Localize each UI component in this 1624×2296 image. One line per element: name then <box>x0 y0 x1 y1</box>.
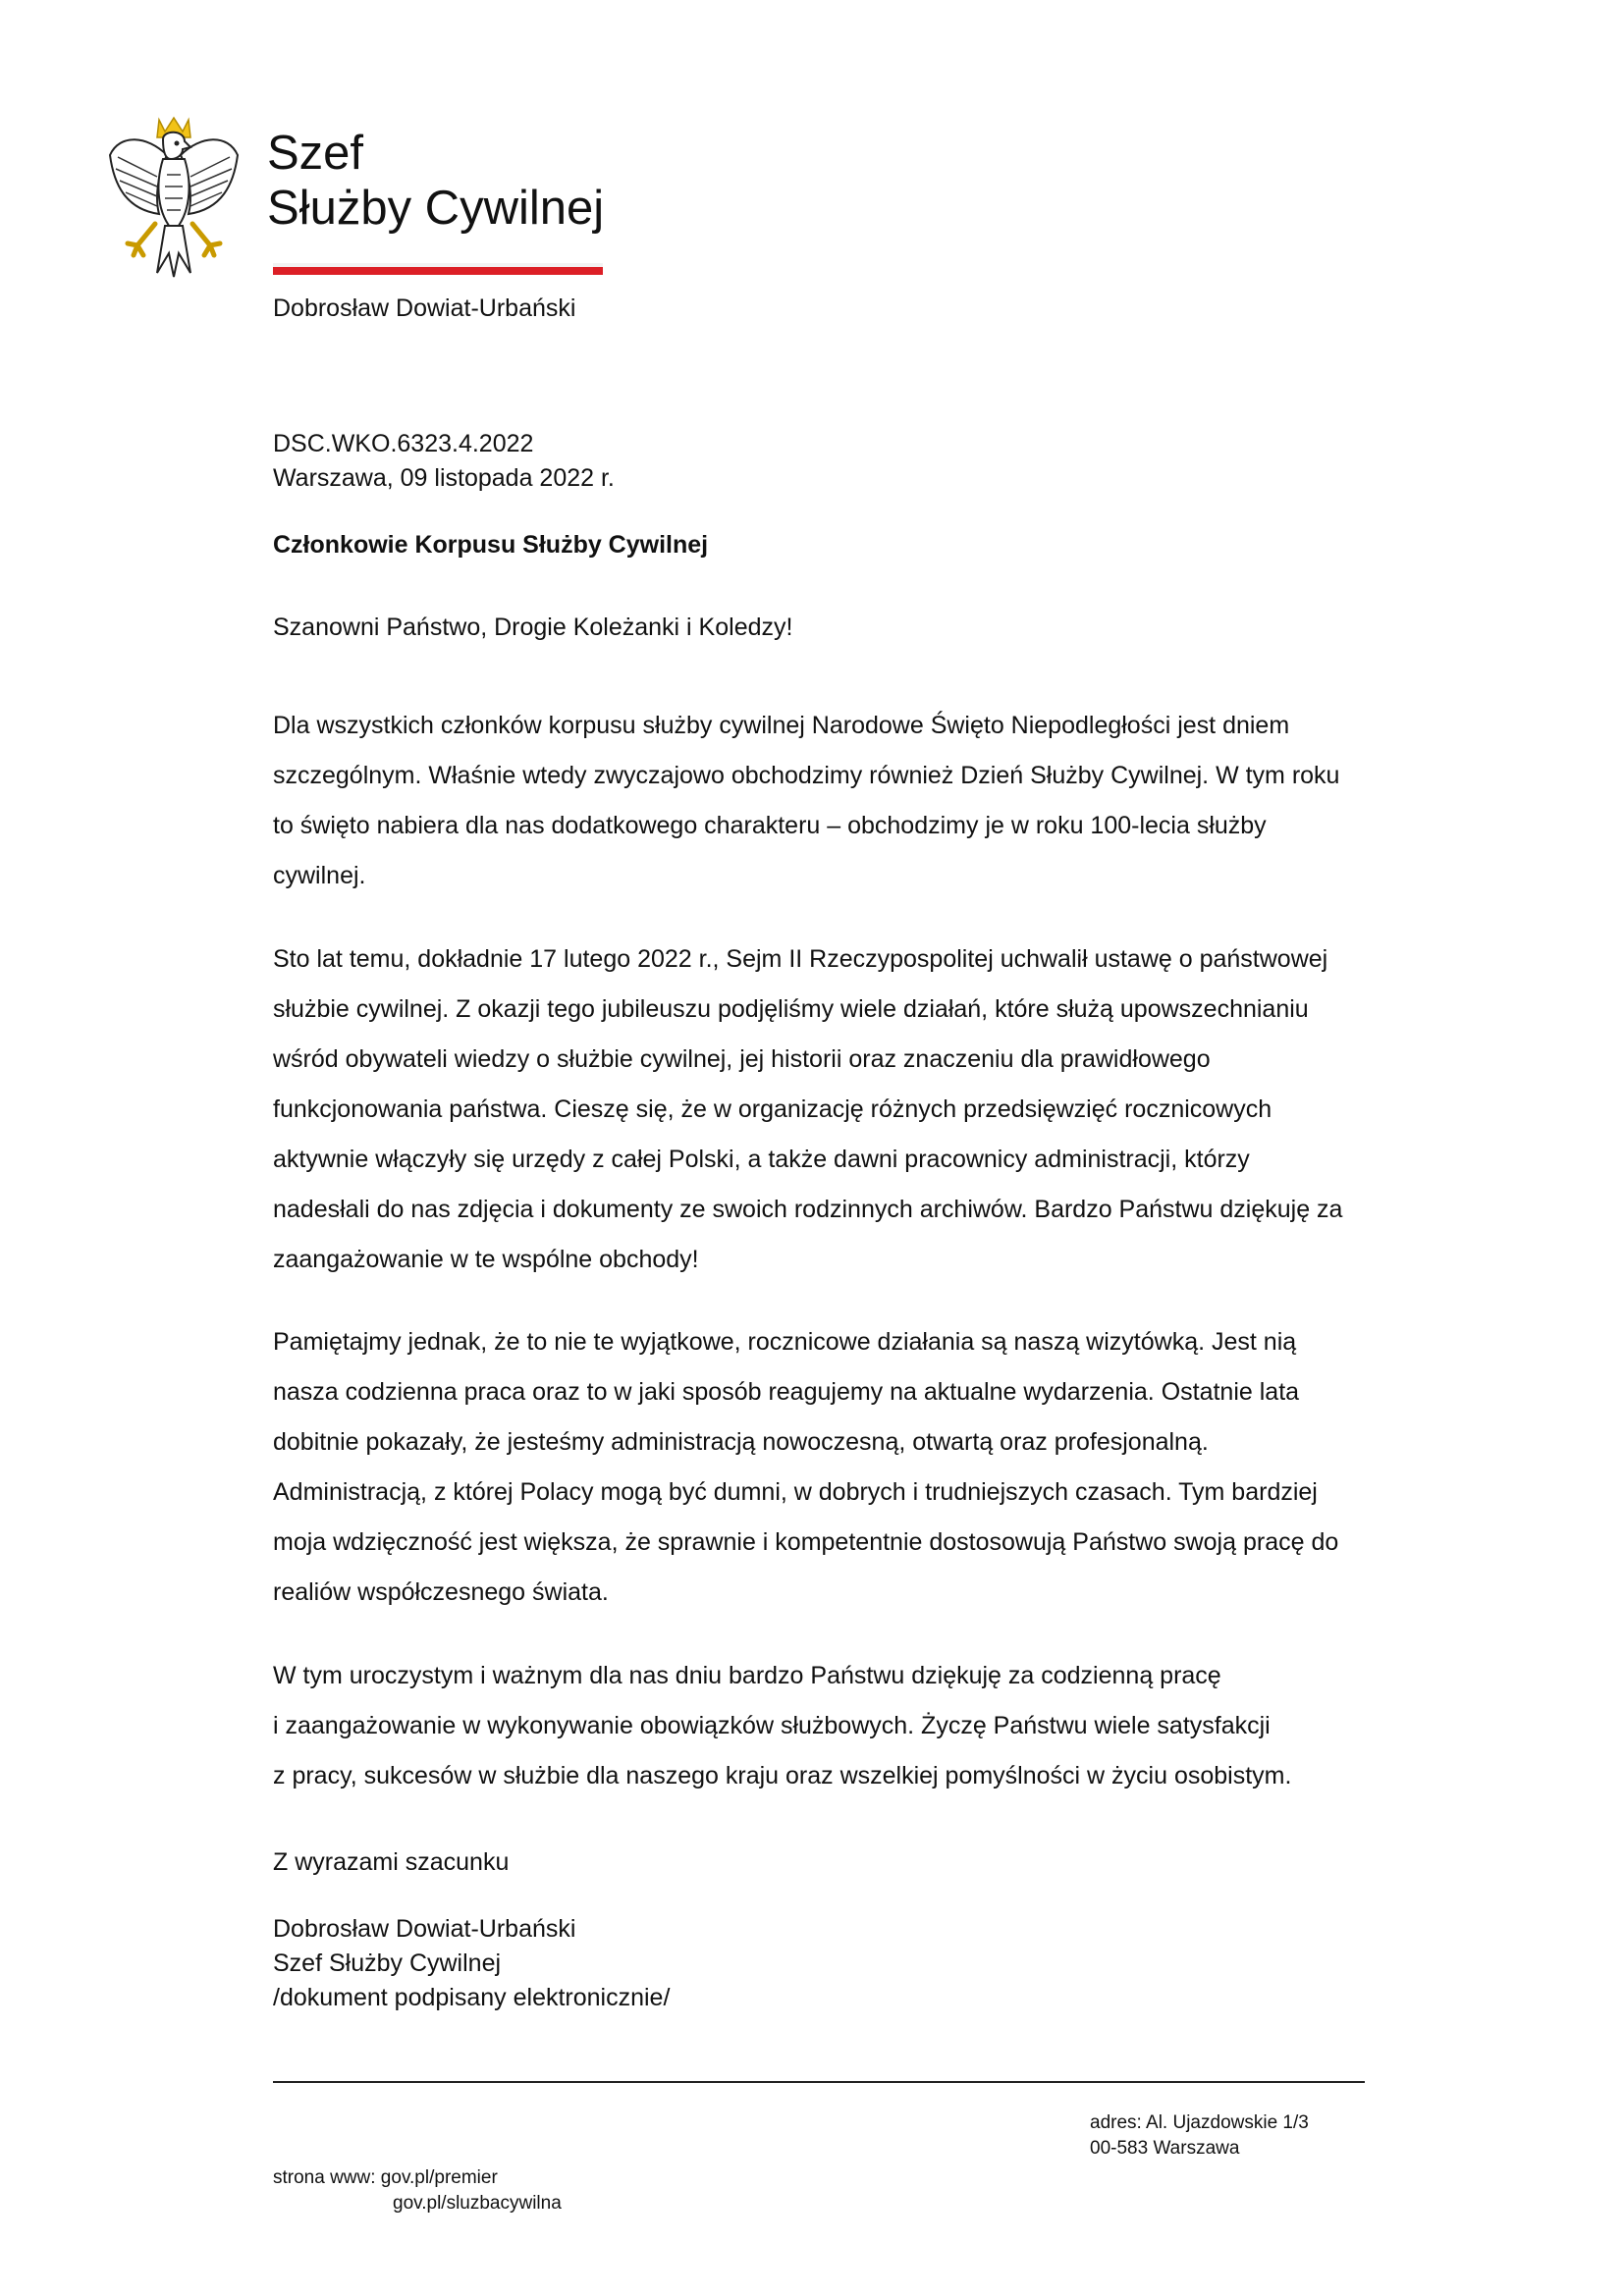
paragraph-line: dobitnie pokazały, że jesteśmy administracją nowoczesną, otwartą oraz profesjonalną. <box>273 1428 1209 1456</box>
paragraph-line: Sto lat temu, dokładnie 17 lutego 2022 r., Sejm II Rzeczypospolitej uchwalił ustawę o państwowej <box>273 945 1328 973</box>
paragraph-line: służbie cywilnej. Z okazji tego jubileuszu podjęliśmy wiele działań, które służą upowszechnianiu <box>273 995 1309 1023</box>
paragraph-line: nasza codzienna praca oraz to w jaki sposób reagujemy na aktualne wydarzenia. Ostatnie lata <box>273 1378 1300 1406</box>
salutation: Szanowni Państwo, Drogie Koleżanki i Koledzy! <box>273 614 793 641</box>
paragraph-line: aktywnie włączyły się urzędy z całej Polski, a także dawni pracownicy administracji, którzy <box>273 1146 1250 1173</box>
paragraph-1 <box>273 701 1363 901</box>
institution-title-line-2: Służby Cywilnej <box>267 182 605 235</box>
paragraph-line: cywilnej. <box>273 862 366 889</box>
paragraph-3 <box>273 1317 1363 1618</box>
flag-bar <box>273 263 603 275</box>
footer-divider <box>273 2081 1365 2083</box>
paragraph-line: zaangażowanie w te wspólne obchody! <box>273 1246 699 1273</box>
signature-note: /dokument podpisany elektronicznie/ <box>273 1984 671 2011</box>
paragraph-line: wśród obywateli wiedzy o służbie cywilnej, jej historii oraz znaczeniu dla prawidłowego <box>273 1045 1211 1073</box>
paragraph-line: i zaangażowanie w wykonywanie obowiązków służbowych. Życzę Państwu wiele satysfakcji <box>273 1712 1271 1739</box>
addressee: Członkowie Korpusu Służby Cywilnej <box>273 531 709 559</box>
footer-website-line-2: gov.pl/sluzbacywilna <box>393 2193 562 2214</box>
paragraph-line: z pracy, sukcesów w służbie dla naszego kraju oraz wszelkiej pomyślności w życiu osobistym. <box>273 1762 1292 1789</box>
paragraph-4 <box>273 1651 1363 1801</box>
paragraph-line: funkcjonowania państwa. Cieszę się, że w organizację różnych przedsięwzięć rocznicowych <box>273 1095 1272 1123</box>
institution-title-line-1: Szef <box>267 127 364 180</box>
header-official-name: Dobrosław Dowiat-Urbański <box>273 294 576 322</box>
paragraph-line: Pamiętajmy jednak, że to nie te wyjątkowe, rocznicowe działania są naszą wizytówką. Jest nią <box>273 1328 1297 1356</box>
paragraph-line: nadesłali do nas zdjęcia i dokumenty ze swoich rodzinnych archiwów. Bardzo Państwu dziękuję za <box>273 1196 1343 1223</box>
closing-phrase: Z wyrazami szacunku <box>273 1848 510 1876</box>
institution-title <box>267 126 604 236</box>
reference-number: DSC.WKO.6323.4.2022 <box>273 430 534 457</box>
footer-address-line-2: 00-583 Warszawa <box>1090 2138 1240 2159</box>
footer-website-label: strona www: gov.pl/premier <box>273 2167 498 2188</box>
paragraph-line: Administracją, z której Polacy mogą być dumni, w dobrych i trudniejszych czasach. Tym bardziej <box>273 1478 1318 1506</box>
paragraph-line: realiów współczesnego świata. <box>273 1578 609 1606</box>
polish-eagle-emblem-icon <box>108 116 241 278</box>
paragraph-line: to święto nabiera dla nas dodatkowego charakteru – obchodzimy je w roku 100-lecia służby <box>273 812 1267 839</box>
signature-position: Szef Służby Cywilnej <box>273 1949 502 1977</box>
paragraph-2 <box>273 934 1363 1285</box>
signature-name: Dobrosław Dowiat-Urbański <box>273 1915 576 1943</box>
paragraph-line: W tym uroczystym i ważnym dla nas dniu bardzo Państwu dziękuję za codzienną pracę <box>273 1662 1221 1689</box>
footer-address-line-1: adres: Al. Ujazdowskie 1/3 <box>1090 2112 1309 2133</box>
place-date: Warszawa, 09 listopada 2022 r. <box>273 464 615 492</box>
paragraph-line: moja wdzięczność jest większa, że sprawnie i kompetentnie dostosowują Państwo swoją pracę do <box>273 1528 1339 1556</box>
paragraph-line: Dla wszystkich członków korpusu służby cywilnej Narodowe Święto Niepodległości jest dniem <box>273 712 1290 739</box>
paragraph-line: szczególnym. Właśnie wtedy zwyczajowo obchodzimy również Dzień Służby Cywilnej. W tym roku <box>273 762 1340 789</box>
